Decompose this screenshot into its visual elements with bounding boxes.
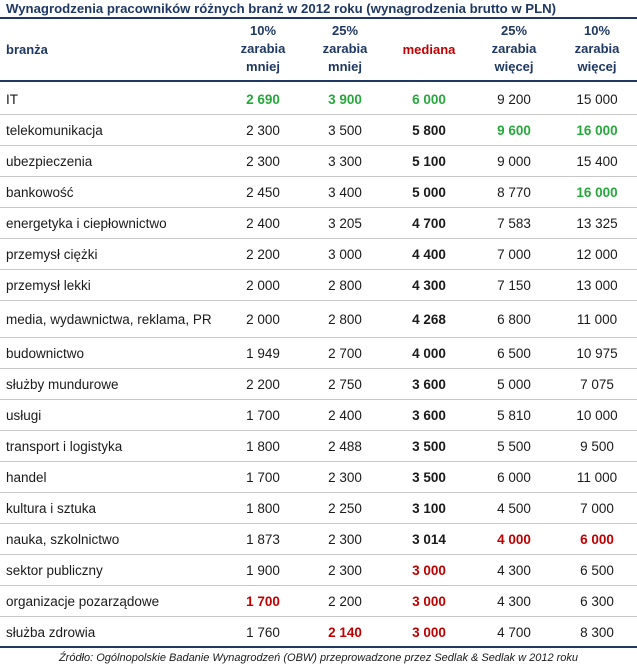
cell-25-wiecej: 5 500	[497, 438, 531, 454]
cell-25-mniej: 2 300	[328, 469, 362, 485]
cell-mediana: 5 100	[412, 153, 446, 169]
header-10-wiecej-l2: zarabia	[574, 41, 620, 56]
cell-25-mniej: 2 140	[328, 624, 362, 640]
cell-mediana: 3 000	[412, 593, 446, 609]
cell-25-wiecej: 8 770	[497, 184, 531, 200]
table-row	[0, 524, 637, 555]
header-25-mniej-l2: zarabia	[322, 41, 368, 56]
table-row	[0, 301, 637, 338]
header-mediana: mediana	[402, 42, 456, 57]
cell-10-wiecej: 13 325	[576, 215, 618, 231]
cell-25-mniej: 2 400	[328, 407, 362, 423]
row-branch-name: służby mundurowe	[6, 376, 119, 392]
cell-10-mniej: 2 000	[246, 311, 280, 327]
cell-25-wiecej: 4 700	[497, 624, 531, 640]
cell-10-mniej: 2 450	[246, 184, 280, 200]
cell-10-wiecej: 15 000	[576, 91, 618, 107]
cell-10-wiecej: 10 000	[576, 407, 618, 423]
cell-mediana: 5 800	[412, 122, 446, 138]
cell-25-mniej: 3 300	[328, 153, 362, 169]
row-branch-name: handel	[6, 469, 47, 485]
cell-10-mniej: 1 900	[246, 562, 280, 578]
row-branch-name: media, wydawnictwa, reklama, PR	[6, 311, 212, 327]
cell-mediana: 4 400	[412, 246, 446, 262]
cell-10-wiecej: 8 300	[580, 624, 614, 640]
cell-25-wiecej: 9 000	[497, 153, 531, 169]
cell-10-mniej: 2 400	[246, 215, 280, 231]
cell-10-mniej: 1 700	[246, 407, 280, 423]
cell-mediana: 4 700	[412, 215, 446, 231]
header-25-mniej-l1: 25%	[331, 23, 359, 38]
row-branch-name: nauka, szkolnictwo	[6, 531, 120, 547]
cell-25-wiecej: 4 000	[497, 531, 531, 547]
cell-25-mniej: 2 488	[328, 438, 362, 454]
cell-25-mniej: 2 700	[328, 345, 362, 361]
cell-10-wiecej: 11 000	[576, 311, 618, 327]
row-branch-name: bankowość	[6, 184, 74, 200]
table-row	[0, 177, 637, 208]
header-10-wiecej-l1: 10%	[583, 23, 611, 38]
table-row	[0, 555, 637, 586]
cell-25-wiecej: 5 000	[497, 376, 531, 392]
cell-10-mniej: 1 700	[246, 593, 280, 609]
cell-mediana: 3 500	[412, 469, 446, 485]
cell-10-mniej: 1 873	[246, 531, 280, 547]
table-row	[0, 338, 637, 369]
table-row	[0, 270, 637, 301]
table-row	[0, 431, 637, 462]
row-branch-name: kultura i sztuka	[6, 500, 97, 516]
row-branch-name: przemysł ciężki	[6, 246, 98, 262]
table-body	[0, 84, 637, 648]
cell-mediana: 3 500	[412, 438, 446, 454]
cell-25-wiecej: 4 300	[497, 593, 531, 609]
cell-10-mniej: 1 800	[246, 438, 280, 454]
header-10-wiecej	[562, 22, 632, 76]
table-row	[0, 586, 637, 617]
header-branza: branża	[6, 42, 48, 57]
cell-mediana: 4 000	[412, 345, 446, 361]
cell-25-mniej: 2 800	[328, 277, 362, 293]
table-row	[0, 84, 637, 115]
cell-10-wiecej: 7 075	[580, 376, 614, 392]
cell-10-mniej: 2 200	[246, 376, 280, 392]
cell-10-mniej: 2 200	[246, 246, 280, 262]
row-branch-name: IT	[6, 91, 18, 107]
header-10-mniej-l1: 10%	[249, 23, 277, 38]
cell-mediana: 6 000	[412, 91, 446, 107]
row-branch-name: przemysł lekki	[6, 277, 91, 293]
header-25-wiecej-l1: 25%	[500, 23, 528, 38]
table-row	[0, 617, 637, 648]
row-branch-name: transport i logistyka	[6, 438, 123, 454]
header-10-wiecej-l3: więcej	[577, 59, 617, 74]
cell-25-mniej: 2 800	[328, 311, 362, 327]
cell-25-wiecej: 6 000	[497, 469, 531, 485]
cell-10-wiecej: 16 000	[576, 184, 618, 200]
cell-10-mniej: 1 700	[246, 469, 280, 485]
header-25-wiecej-l2: zarabia	[491, 41, 537, 56]
cell-mediana: 4 268	[412, 311, 446, 327]
table-header	[0, 20, 637, 82]
row-branch-name: organizacje pozarządowe	[6, 593, 160, 609]
cell-10-wiecej: 6 300	[580, 593, 614, 609]
cell-10-wiecej: 9 500	[580, 438, 614, 454]
table-row	[0, 400, 637, 431]
table-row	[0, 239, 637, 270]
cell-25-wiecej: 7 000	[497, 246, 531, 262]
cell-25-mniej: 2 750	[328, 376, 362, 392]
cell-10-wiecej: 7 000	[580, 500, 614, 516]
cell-25-mniej: 3 400	[328, 184, 362, 200]
cell-mediana: 4 300	[412, 277, 446, 293]
row-branch-name: energetyka i ciepłownictwo	[6, 215, 167, 231]
cell-10-wiecej: 10 975	[576, 345, 618, 361]
header-10-mniej-l2: zarabia	[240, 41, 286, 56]
cell-mediana: 3 000	[412, 562, 446, 578]
header-25-mniej-l3: mniej	[328, 59, 362, 74]
cell-mediana: 3 600	[412, 376, 446, 392]
cell-25-mniej: 2 250	[328, 500, 362, 516]
cell-25-wiecej: 4 500	[497, 500, 531, 516]
table-row	[0, 369, 637, 400]
table-row	[0, 208, 637, 239]
cell-mediana: 3 100	[412, 500, 446, 516]
cell-25-mniej: 3 205	[328, 215, 362, 231]
cell-10-mniej: 2 000	[246, 277, 280, 293]
table-row	[0, 462, 637, 493]
cell-10-mniej: 2 300	[246, 122, 280, 138]
cell-10-mniej: 2 690	[246, 91, 280, 107]
cell-10-mniej: 1 800	[246, 500, 280, 516]
table-row	[0, 493, 637, 524]
header-10-mniej-l3: mniej	[246, 59, 280, 74]
cell-10-wiecej: 16 000	[576, 122, 618, 138]
cell-25-mniej: 2 200	[328, 593, 362, 609]
cell-10-wiecej: 12 000	[576, 246, 618, 262]
cell-25-wiecej: 4 300	[497, 562, 531, 578]
cell-10-mniej: 1 760	[246, 624, 280, 640]
cell-25-mniej: 3 500	[328, 122, 362, 138]
row-branch-name: ubezpieczenia	[6, 153, 93, 169]
cell-mediana: 3 000	[412, 624, 446, 640]
cell-25-mniej: 3 000	[328, 246, 362, 262]
row-branch-name: telekomunikacja	[6, 122, 103, 138]
cell-25-mniej: 2 300	[328, 531, 362, 547]
cell-25-wiecej: 6 500	[497, 345, 531, 361]
row-branch-name: sektor publiczny	[6, 562, 103, 578]
cell-25-wiecej: 6 800	[497, 311, 531, 327]
cell-mediana: 5 000	[412, 184, 446, 200]
cell-25-mniej: 3 900	[328, 91, 362, 107]
cell-10-wiecej: 6 000	[580, 531, 614, 547]
row-branch-name: służba zdrowia	[6, 624, 96, 640]
cell-25-wiecej: 9 200	[497, 91, 531, 107]
cell-25-wiecej: 9 600	[497, 122, 531, 138]
cell-10-wiecej: 11 000	[576, 469, 618, 485]
table-row	[0, 146, 637, 177]
cell-10-mniej: 1 949	[246, 345, 280, 361]
header-25-wiecej	[478, 22, 550, 76]
table-title: Wynagrodzenia pracowników różnych branż w 2012 roku (wynagrodzenia brutto w PLN)	[6, 1, 557, 16]
header-10-mniej	[228, 22, 298, 76]
cell-10-mniej: 2 300	[246, 153, 280, 169]
cell-25-wiecej: 7 583	[497, 215, 531, 231]
cell-10-wiecej: 13 000	[576, 277, 618, 293]
cell-25-mniej: 2 300	[328, 562, 362, 578]
title-bar	[0, 0, 637, 19]
row-branch-name: usługi	[6, 407, 42, 423]
cell-10-wiecej: 15 400	[576, 153, 618, 169]
cell-mediana: 3 600	[412, 407, 446, 423]
header-25-wiecej-l3: więcej	[494, 59, 534, 74]
cell-25-wiecej: 5 810	[497, 407, 531, 423]
row-branch-name: budownictwo	[6, 345, 85, 361]
cell-25-wiecej: 7 150	[497, 277, 531, 293]
header-25-mniej	[310, 22, 380, 76]
cell-10-wiecej: 6 500	[580, 562, 614, 578]
cell-mediana: 3 014	[412, 531, 446, 547]
table-row	[0, 115, 637, 146]
source-note: Źródło: Ogólnopolskie Badanie Wynagrodzeń (OBW) przeprowadzone przez Sedlak & Sedlak w 2012 roku	[0, 646, 637, 669]
